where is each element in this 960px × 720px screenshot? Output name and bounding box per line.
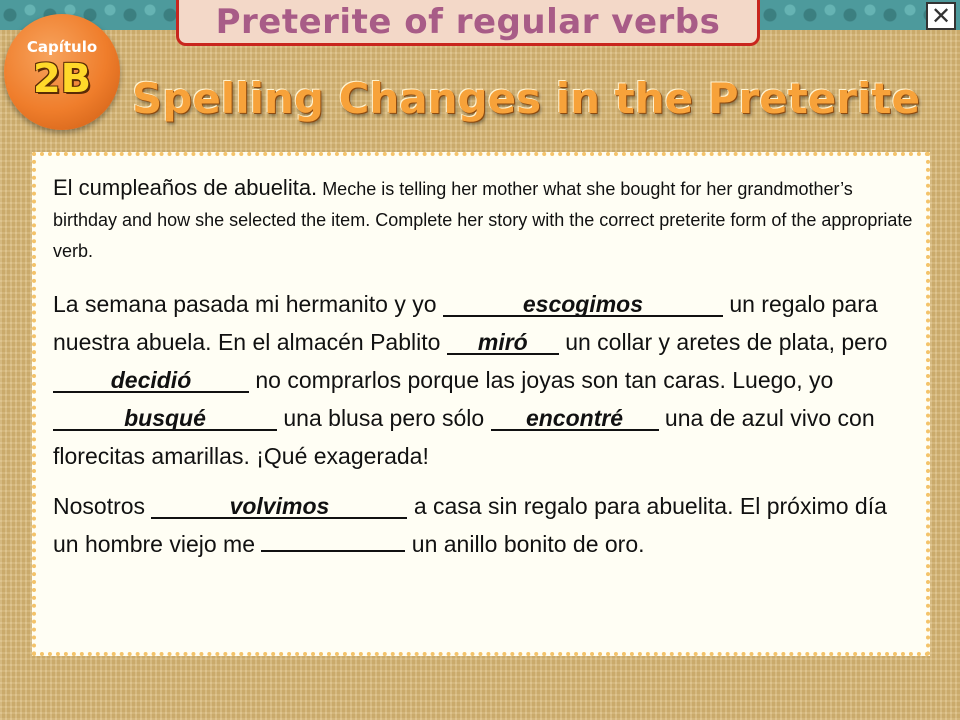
story-paragraph-1 <box>53 285 913 475</box>
answer-blank-1[interactable] <box>443 291 723 317</box>
instructions-lead: El cumpleaños de abuelita. <box>53 175 318 200</box>
story-text: Nosotros <box>53 493 152 519</box>
instructions-text: Meche is telling her mother what she bought for her grandmother’s birthday and how she selected the item. Complete her story with the correct preterite form of the appropriate verb. <box>53 179 913 261</box>
title-banner <box>176 0 760 46</box>
close-button[interactable] <box>926 2 956 30</box>
page-title: Preterite of regular verbs <box>215 1 721 42</box>
chapter-number: 2B <box>32 56 92 102</box>
answer-blank-7[interactable] <box>261 526 405 552</box>
answer-text: miró <box>477 329 528 355</box>
chapter-badge <box>4 14 120 130</box>
story-paragraph-2 <box>53 487 913 563</box>
chapter-label: Capítulo <box>26 38 98 56</box>
answer-text: encontré <box>525 405 624 431</box>
story-text: La semana pasada mi hermanito y yo <box>53 291 443 317</box>
story-text: un anillo bonito de oro. <box>405 531 645 557</box>
instructions <box>53 172 913 267</box>
exercise-content <box>53 172 913 563</box>
answer-blank-3[interactable] <box>53 367 249 393</box>
answer-blank-6[interactable] <box>151 493 407 519</box>
answer-text: decidió <box>110 367 192 393</box>
answer-text: volvimos <box>229 493 330 519</box>
lesson-subtitle: Spelling Changes in the Preterite <box>132 74 920 123</box>
answer-blank-2[interactable] <box>447 329 559 355</box>
story-text: un regalo para nuestra abuela. En el almacén Pablito <box>53 291 878 355</box>
answer-text: escogimos <box>522 291 644 317</box>
story-text: no comprarlos porque las joyas son tan caras. Luego, yo <box>249 367 834 393</box>
story-text: una blusa pero sólo <box>277 405 491 431</box>
answer-blank-4[interactable] <box>53 405 277 431</box>
story-text: una de azul vivo con florecitas amarillas. ¡Qué exagerada! <box>53 405 875 469</box>
story-text: un collar y aretes de plata, pero <box>558 329 888 355</box>
answer-blank-5[interactable] <box>491 405 659 431</box>
close-x-icon: ✕ <box>930 2 952 30</box>
answer-text: busqué <box>124 405 206 431</box>
exercise-panel <box>32 152 930 656</box>
story-text: a casa sin regalo para abuelita. El próximo día un hombre viejo me <box>53 493 887 557</box>
